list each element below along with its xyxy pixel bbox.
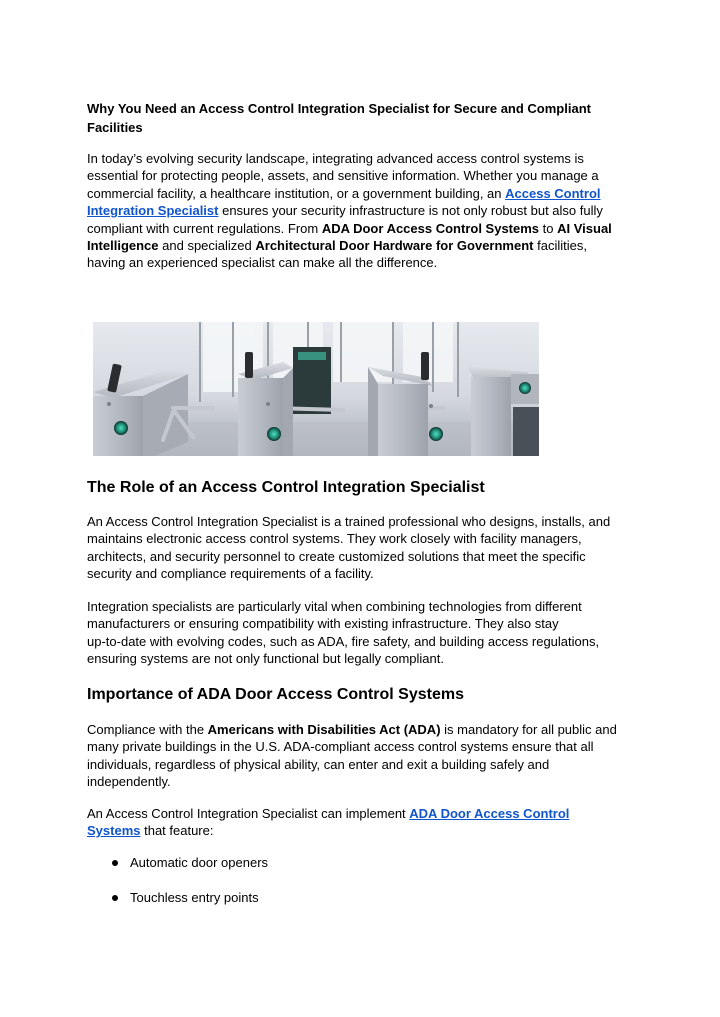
role-p1-line: An Access Control Integration Specialist is a trained professional who designs, installs, and — [87, 514, 611, 529]
intro-line-2: essential for protecting people, assets, and sensitive information. Whether you manage a — [87, 168, 599, 184]
turnstile-4 — [468, 367, 539, 456]
ada-p1-line-3: individuals, regardless of physical ability, can enter and exit a building safely and — [87, 756, 550, 772]
bold-term-ai-visual: AI Visual — [557, 220, 612, 236]
intro-line-3 — [87, 185, 637, 202]
role-p1-line: security and compliance requirements of a facility. — [87, 566, 374, 582]
intro-text: ensures your security infrastructure is not only robust but also fully — [218, 203, 603, 219]
turnstiles-image — [93, 322, 539, 456]
section-heading-role: The Role of an Access Control Integration Specialist — [87, 479, 485, 496]
intro-line-5 — [87, 220, 637, 237]
bold-term-door-hardware: Architectural Door Hardware for Government — [255, 238, 534, 254]
ada-p1-line-4: independently. — [87, 774, 171, 790]
link-text: Systems — [87, 823, 141, 839]
role-p2-line: manufacturers or ensuring compatibility with existing infrastructure. They also stay — [87, 616, 559, 632]
role-p2-line: Integration specialists are particularly vital when combining technologies from different — [87, 599, 582, 614]
role-p2-line: ensuring systems are not only functional but legally compliant. — [87, 651, 444, 667]
section-heading-ada: Importance of ADA Door Access Control Systems — [87, 686, 464, 703]
intro-text: commercial facility, a healthcare institution, or a government building, an — [87, 185, 506, 201]
access-control-specialist-link-cont[interactable] — [87, 203, 218, 218]
ada-door-access-link[interactable] — [409, 806, 569, 821]
intro-text: facilities, — [533, 238, 587, 254]
ada-p1-line-2: many private buildings in the U.S. ADA-compliant access control systems ensure that all — [87, 739, 594, 755]
turnstiles-illustration — [93, 322, 539, 456]
access-control-specialist-link[interactable] — [505, 186, 600, 201]
intro-text: compliant with current regulations. From — [87, 220, 322, 236]
intro-line-1: In today’s evolving security landscape, integrating advanced access control systems is — [87, 151, 584, 166]
ada-text: An Access Control Integration Specialist can implement — [87, 806, 410, 821]
ada-p1-line-1 — [87, 721, 637, 738]
ada-door-access-link-cont[interactable] — [87, 823, 140, 838]
feature-list — [87, 854, 637, 906]
bold-term-intelligence: Intelligence — [87, 238, 159, 254]
title-line-2: Facilities — [87, 120, 143, 135]
ada-p2-line-1 — [87, 805, 637, 822]
intro-text: to — [539, 220, 558, 236]
turnstile-2 — [238, 352, 293, 456]
role-paragraph-2 — [87, 598, 637, 668]
intro-paragraph — [87, 150, 637, 272]
ada-text: is mandatory for all public and — [440, 722, 617, 737]
role-p1-line: maintains electronic access control systems. They work closely with facility managers, — [87, 531, 582, 547]
link-text: ADA Door Access Control — [409, 806, 570, 821]
role-p1-line: architects, and security personnel to create customized solutions that meet the specific — [87, 548, 586, 564]
bullet-icon — [112, 895, 118, 901]
bold-term-ada-systems: ADA Door Access Control Systems — [321, 220, 540, 236]
ada-paragraph-2 — [87, 805, 637, 840]
list-item-text: Touchless entry points — [130, 890, 259, 905]
list-item — [87, 889, 637, 906]
title-line-1: Why You Need an Access Control Integration Specialist for Secure and Compliant — [87, 101, 591, 116]
intro-text: and specialized — [158, 238, 256, 254]
role-p2-line: up-to-date with evolving codes, such as ADA, fire safety, and building access regulations, — [87, 633, 600, 649]
list-item — [87, 854, 637, 871]
intro-line-7: having an experienced specialist can make all the difference. — [87, 255, 438, 271]
ada-text: Compliance with the — [87, 722, 208, 737]
intro-line-6 — [87, 237, 637, 254]
link-text: Access Control — [505, 185, 601, 201]
intro-line-4 — [87, 202, 637, 219]
list-item-text: Automatic door openers — [130, 855, 269, 870]
bullet-icon — [112, 860, 118, 866]
role-paragraph-1 — [87, 513, 637, 583]
ada-text: that feature: — [140, 823, 214, 839]
ada-p2-line-2 — [87, 822, 637, 839]
document-title — [87, 99, 637, 137]
ada-paragraph-1 — [87, 721, 637, 791]
bold-term-ada-act: Americans with Disabilities Act (ADA) — [207, 722, 441, 737]
link-text: Integration Specialist — [87, 203, 219, 219]
